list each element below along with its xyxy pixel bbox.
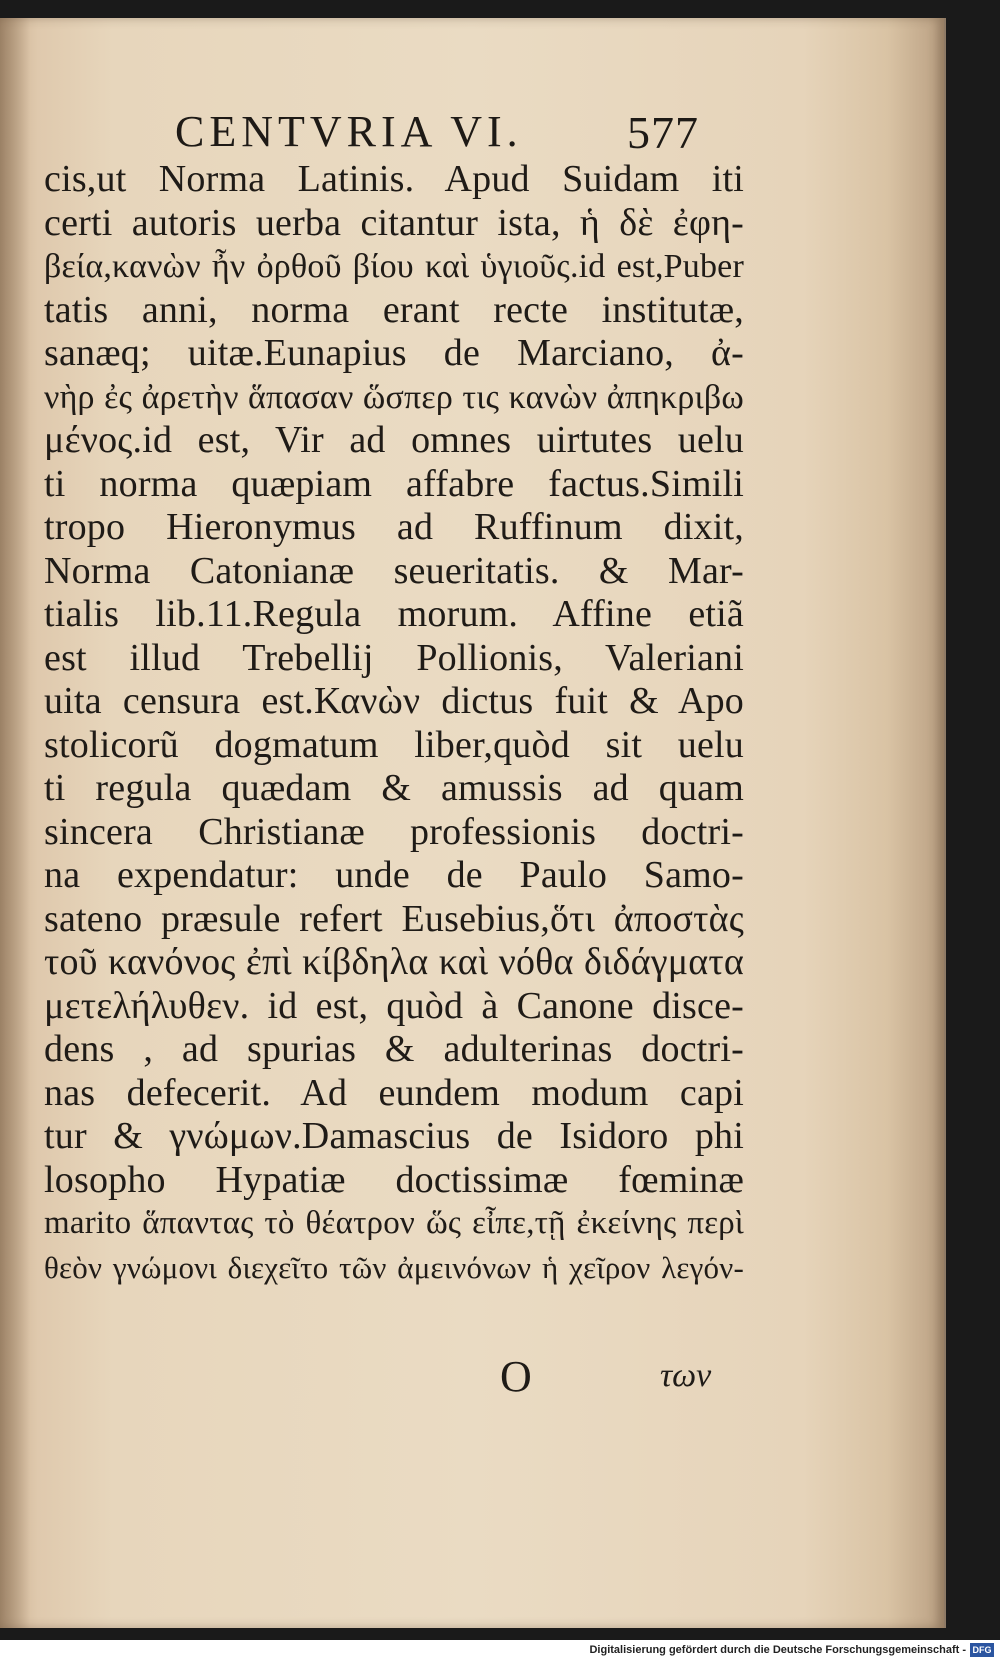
catchword: των bbox=[660, 1357, 712, 1394]
text-line-11: tialis lib.11.Regula morum. Affine etiã bbox=[44, 593, 744, 635]
text-line-26: θεὸν γνώμονι διεχεῖτο τῶν ἀμεινόνων ἡ χεῖρον λεγόν- bbox=[44, 1249, 744, 1285]
text-line-10: Norma Catonianæ seueritatis. & Mar- bbox=[44, 549, 744, 592]
text-line-18: sateno præsule refert Eusebius,ὅτι ἀποστὰς bbox=[44, 897, 744, 940]
text-line-14: stolicorũ dogmatum liber,quòd sit uelu bbox=[44, 723, 744, 766]
text-line-20: μετελήλυθεν. id est, quòd à Canone disce- bbox=[44, 984, 744, 1027]
text-line-4: tatis anni, norma erant recte institutæ, bbox=[44, 288, 744, 331]
page-number: 577 bbox=[627, 107, 699, 158]
text-line-3: βεία,κανὼν ἦν ὀρθοῦ βίου καὶ ὑγιοῦς.id est,Puber bbox=[44, 248, 744, 285]
funding-credit: Digitalisierung gefördert durch die Deutsche Forschungsgemeinschaft - bbox=[589, 1644, 966, 1656]
text-line-17: na expendatur: unde de Paulo Samo- bbox=[44, 854, 744, 896]
text-line-25: marito ἅπαντας τὸ θέατρον ὥς εἶπε,τῇ ἐκείνης περὶ bbox=[44, 1205, 744, 1241]
text-line-22: nas defecerit. Ad eundem modum capi bbox=[44, 1071, 744, 1114]
text-line-12: est illud Trebellij Pollionis, Valeriani bbox=[44, 636, 744, 679]
body-text bbox=[44, 158, 744, 1289]
text-line-16: sincera Christianæ professionis doctri- bbox=[44, 810, 744, 853]
text-line-1: cis,ut Norma Latinis. Apud Suidam iti bbox=[44, 158, 744, 200]
page-header bbox=[175, 106, 735, 166]
text-line-5: sanæq; uitæ.Eunapius de Marciano, ἀ- bbox=[44, 332, 744, 374]
text-line-8: ti norma quæpiam affabre factus.Simili bbox=[44, 462, 744, 505]
text-line-9: tropo Hieronymus ad Ruffinum dixit, bbox=[44, 506, 744, 548]
catchword-line bbox=[500, 1351, 730, 1401]
book-page bbox=[0, 18, 946, 1628]
dfg-logo-icon: DFG bbox=[970, 1643, 994, 1657]
text-line-7: μένος.id est, Vir ad omnes uirtutes uelu bbox=[44, 419, 744, 461]
text-line-15: ti regula quædam & amussis ad quam bbox=[44, 767, 744, 809]
text-line-21: dens , ad spurias & adulterinas doctri- bbox=[44, 1028, 744, 1070]
digitization-footer bbox=[0, 1640, 1000, 1664]
running-head: CENTVRIA VI. bbox=[175, 107, 523, 156]
text-line-2: certi autoris uerba citantur ista, ἡ δὲ ἐφη- bbox=[44, 201, 744, 244]
text-line-23: tur & γνώμων.Damascius de Isidoro phi bbox=[44, 1115, 744, 1157]
text-line-13: uita censura est.Κανὼν dictus fuit & Apo bbox=[44, 680, 744, 722]
text-line-6: νὴρ ἐς ἀρετὴν ἅπασαν ὥσπερ τις κανὼν ἀπηκριβω bbox=[44, 378, 744, 416]
text-line-19: τοῦ κανόνος ἐπὶ κίβδηλα καὶ νόθα διδάγματα bbox=[44, 941, 744, 983]
signature-mark: O bbox=[500, 1352, 532, 1401]
text-line-24: losopho Hypatiæ doctissimæ fœminæ bbox=[44, 1158, 744, 1201]
